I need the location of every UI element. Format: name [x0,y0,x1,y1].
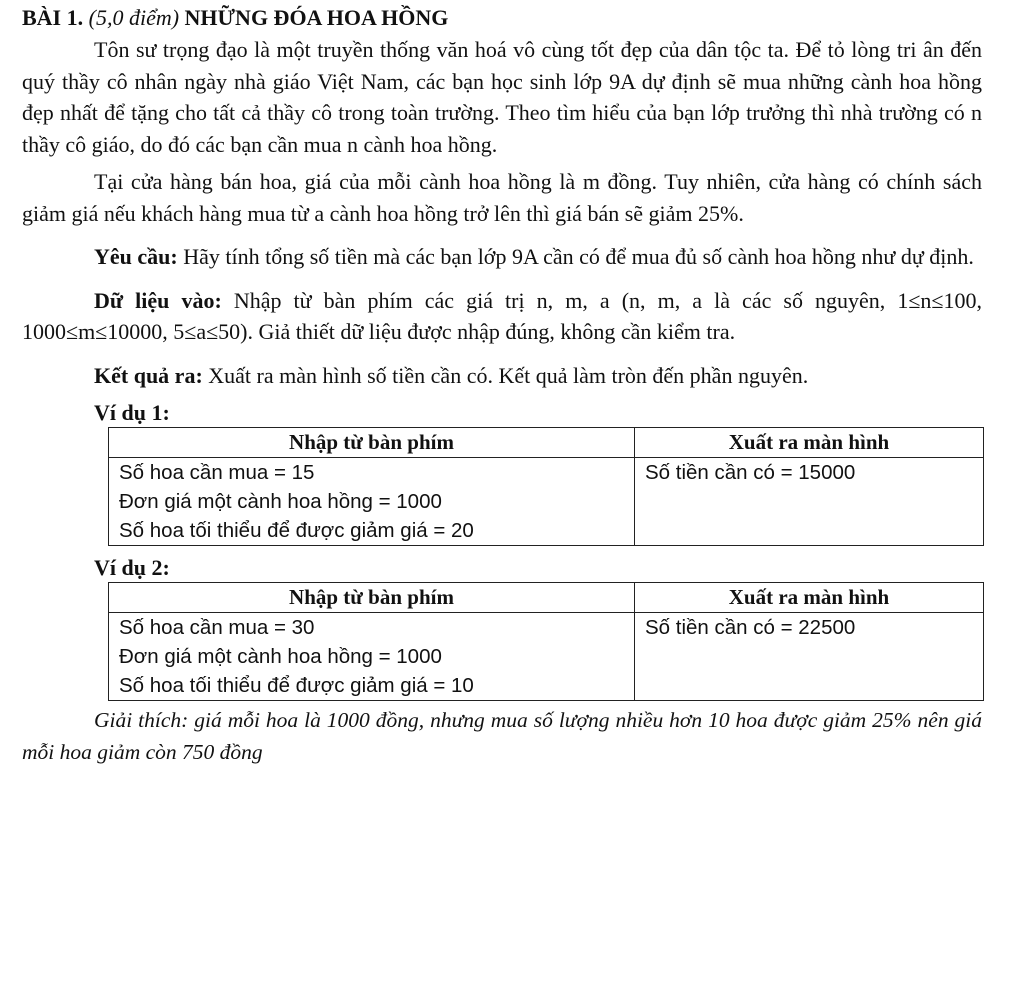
header-output: Xuất ra màn hình [635,583,984,613]
example-1-input-line: Số hoa cần mua = 15 [119,461,315,484]
requirement-text: Hãy tính tổng số tiền mà các bạn lớp 9A cần có để mua đủ số cành hoa hồng như dự định. [183,244,974,269]
table-row [109,458,984,546]
table-row [109,613,984,701]
example-1-label: Ví dụ 1: [94,400,170,425]
example-2-label: Ví dụ 2: [94,555,170,580]
intro-paragraph: Tôn sư trọng đạo là một truyền thống văn hoá vô cùng tốt đẹp của dân tộc ta. Để tỏ lòng tri ân đến quý thầy cô nhân ngày nhà giáo Việt Nam, các bạn học sinh lớp 9A dự định sẽ mua những cành hoa hồng đẹp nhất để tặng cho tất cả thầy cô trong toàn trường. Theo tìm hiểu của bạn lớp trưởng thì nhà trường có n thầy cô giáo, do đó các bạn cần mua n cành hoa hồng. [22,37,982,157]
example-2-input-line: Số hoa cần mua = 30 [119,616,315,639]
requirement-paragraph [22,241,982,273]
example-2-inputs [109,613,635,701]
input-label: Dữ liệu vào: [94,287,222,313]
problem-name: NHỮNG ĐÓA HOA HỒNG [184,5,449,30]
example-1-table [108,427,984,546]
input-text: Nhập từ bàn phím các giá trị n, m, a (n, m, a là các số nguyên, 1≤n≤100, 1000≤m≤10000, 5≤a≤50). Giả thiết dữ liệu được nhập đúng, không cần kiểm tra. [22,287,983,344]
example-2-input-line: Số hoa tối thiểu để được giảm giá = 10 [119,674,474,697]
example-1-input-line: Đơn giá một cành hoa hồng = 1000 [119,490,442,513]
example-2-output [635,613,984,701]
header-input: Nhập từ bàn phím [109,428,635,458]
problem-number: BÀI 1. [22,5,84,30]
table-header-row [109,583,984,613]
shop-paragraph: Tại cửa hàng bán hoa, giá của mỗi cành hoa hồng là m đồng. Tuy nhiên, cửa hàng có chính sách giảm giá nếu khách hàng mua từ a cành hoa hồng trở lên thì giá bán sẽ giảm 25%. [22,169,982,226]
problem-title [22,2,982,34]
table-header-row [109,428,984,458]
example-1-output [635,458,984,546]
example-2-table [108,582,984,701]
document-page [22,0,982,768]
example-2-input-line: Đơn giá một cành hoa hồng = 1000 [119,645,442,668]
problem-points: (5,0 điểm) [88,5,180,30]
example-1-inputs [109,458,635,546]
output-paragraph [22,360,982,392]
output-label: Kết quả ra: [94,362,203,388]
header-input: Nhập từ bàn phím [109,583,635,613]
header-output: Xuất ra màn hình [635,428,984,458]
example-1-input-line: Số hoa tối thiểu để được giảm giá = 20 [119,519,474,542]
example-2-output-line: Số tiền cần có = 22500 [645,616,856,639]
output-text: Xuất ra màn hình số tiền cần có. Kết quả làm tròn đến phần nguyên. [208,362,809,388]
input-paragraph [22,285,982,348]
explanation: Giải thích: giá mỗi hoa là 1000 đồng, nhưng mua số lượng nhiều hơn 10 hoa được giảm 25% nên giá mỗi hoa giảm còn 750 đồng [22,708,982,764]
requirement-label: Yêu cầu: [94,244,178,269]
example-1-output-line: Số tiền cần có = 15000 [645,461,856,484]
